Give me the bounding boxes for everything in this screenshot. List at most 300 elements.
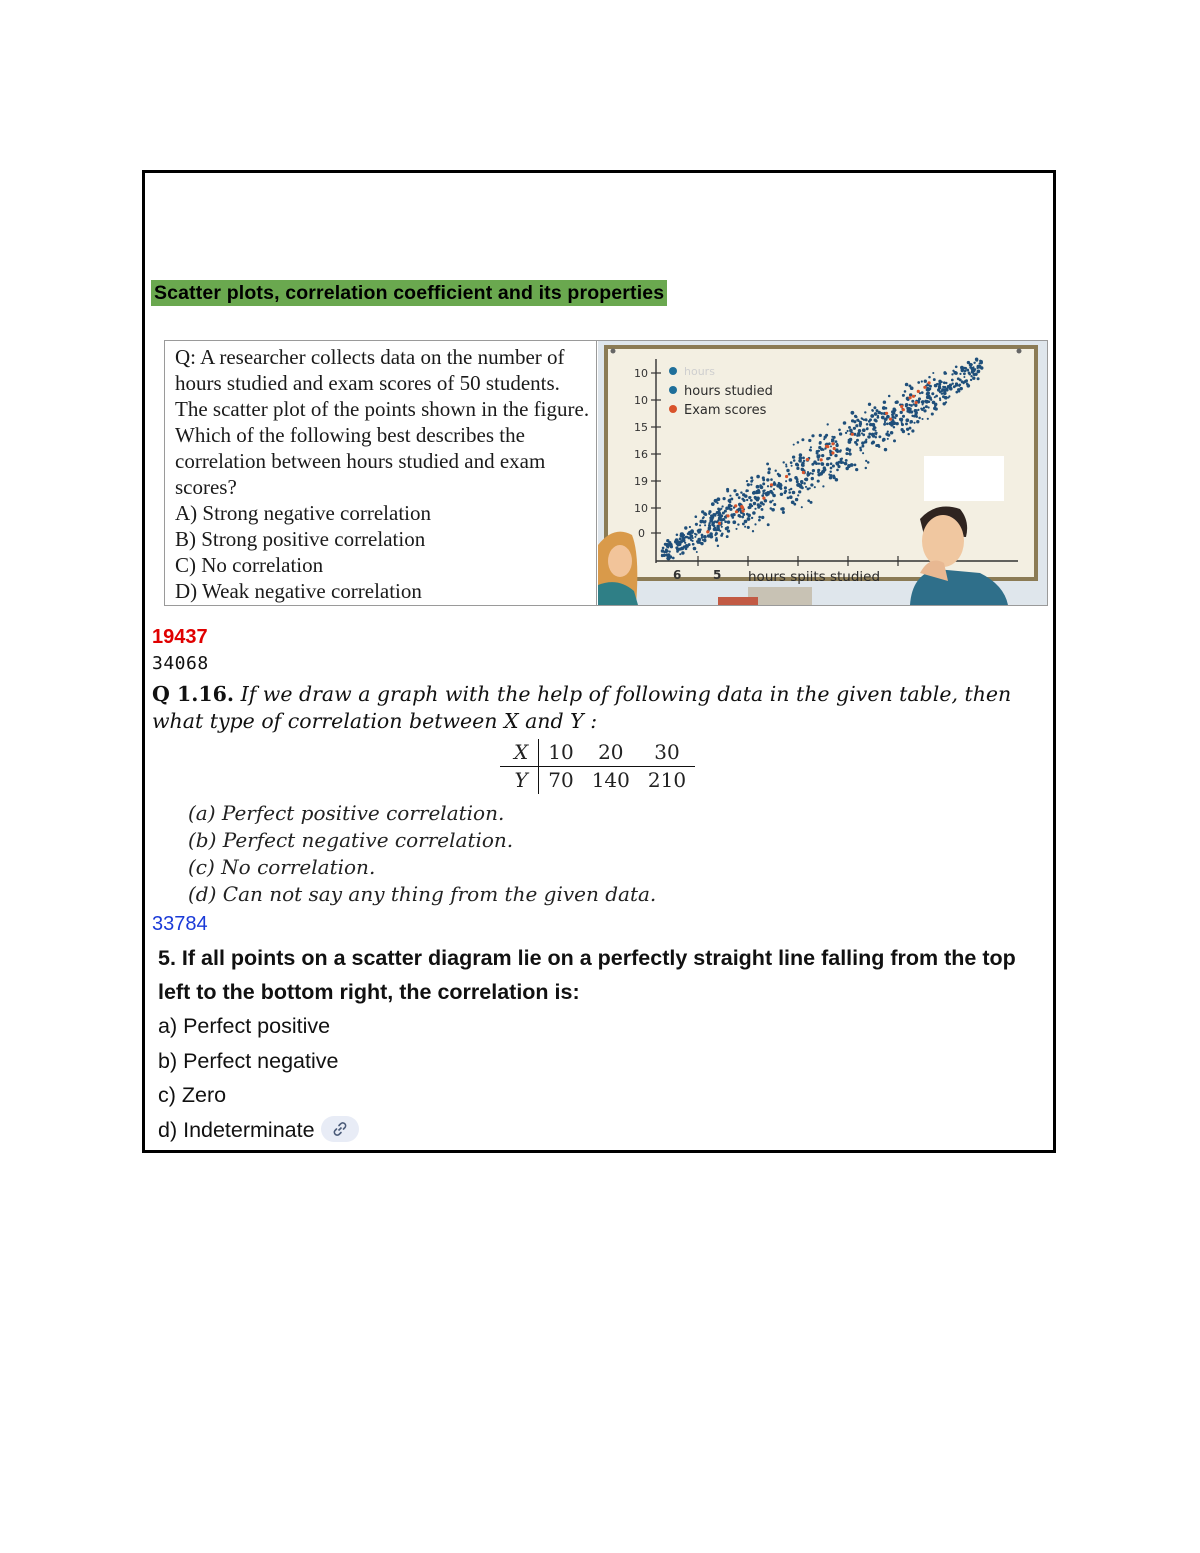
scatter-dot — [810, 449, 812, 451]
scatter-dot — [853, 420, 856, 423]
scatter-dot — [963, 372, 966, 375]
scatter-dot — [799, 453, 803, 457]
question-2-option-b: (b) Perfect negative correlation. — [188, 828, 514, 852]
scatter-dot — [817, 459, 819, 461]
scatter-dot — [701, 537, 703, 539]
scatter-dot — [941, 388, 945, 392]
scatter-dot — [861, 445, 864, 448]
scatter-dot — [664, 543, 667, 546]
scatter-dot — [675, 546, 678, 549]
scatter-dot — [930, 399, 932, 401]
scatter-dot — [803, 460, 805, 462]
scatter-dot — [747, 483, 750, 486]
scatter-dot — [815, 462, 818, 465]
scatter-dot — [717, 526, 719, 528]
scatter-dot — [682, 536, 685, 539]
scatter-dot — [961, 369, 964, 372]
scatter-dot — [905, 403, 909, 407]
scatter-dot — [750, 483, 752, 485]
scatter-dot — [969, 366, 972, 369]
scatter-dot — [715, 529, 717, 531]
scatter-dot — [964, 370, 967, 373]
scatter-dot — [728, 499, 731, 502]
scatter-dot — [753, 502, 756, 505]
scatter-dot — [791, 465, 793, 467]
scatter-dot-red — [928, 381, 931, 384]
scatter-dot — [752, 511, 756, 515]
scatter-dot-red — [740, 505, 743, 508]
scatter-dot — [711, 502, 715, 506]
scatter-dot — [926, 391, 930, 395]
question-2 — [152, 681, 1052, 735]
scatter-dot — [729, 495, 731, 497]
scatter-dot-red — [826, 445, 829, 448]
scatter-dot-red — [806, 458, 809, 461]
scatter-dot — [849, 453, 852, 456]
scatter-dot — [909, 404, 911, 406]
scatter-dot — [832, 464, 835, 467]
scatter-dot — [966, 383, 969, 386]
scatter-dot — [817, 480, 820, 483]
scatter-dot — [865, 439, 867, 441]
question-1-option-b: B) Strong positive correlation — [175, 527, 426, 551]
scatter-dot — [955, 391, 958, 394]
scatter-dot — [817, 450, 820, 453]
scatter-dot — [767, 523, 770, 526]
scatter-dot — [793, 444, 795, 446]
scatter-dot — [714, 534, 716, 536]
scatter-dot — [819, 441, 822, 444]
scatter-dot-red — [831, 442, 834, 445]
scatter-dot — [686, 536, 689, 539]
scatter-dot-red — [718, 522, 721, 525]
scatter-dot — [958, 390, 961, 393]
scatter-dot — [874, 418, 877, 421]
scatter-dot — [826, 463, 830, 467]
scatter-dot — [911, 415, 913, 417]
scatter-dot — [810, 483, 813, 486]
scatter-dot — [782, 511, 785, 514]
scatter-dot — [936, 383, 938, 385]
scatter-dot — [703, 535, 707, 539]
scatter-dot — [955, 365, 958, 368]
scatter-dot — [907, 409, 910, 412]
scatter-dot — [840, 449, 842, 451]
scatter-dot — [729, 504, 731, 506]
scatter-dot — [838, 428, 841, 431]
scatter-dot — [841, 457, 843, 459]
scatter-dot — [849, 448, 852, 451]
scatter-dot — [809, 501, 812, 504]
scatter-dot — [883, 423, 886, 426]
scatter-dot — [904, 390, 907, 393]
scatter-dot — [747, 506, 750, 509]
scatter-dot — [901, 421, 903, 423]
question-3-option-a: a) Perfect positive — [158, 1014, 331, 1038]
scatter-dot — [847, 430, 849, 432]
scatter-dot — [939, 397, 941, 399]
scatter-dot — [890, 431, 894, 435]
scatter-dot — [762, 492, 765, 495]
scatter-dot — [836, 443, 838, 445]
scatter-dot — [693, 547, 697, 551]
scatter-dot — [926, 388, 929, 391]
scatter-dot — [699, 520, 703, 524]
scatter-dot — [883, 400, 886, 403]
scatter-dot — [772, 494, 776, 498]
scatter-dot — [959, 373, 961, 375]
scatter-dot — [884, 448, 887, 451]
scatter-dot — [825, 434, 828, 437]
legend-faded: hours — [684, 365, 715, 378]
scatter-dot — [970, 379, 972, 381]
scatter-dot-red — [742, 509, 745, 512]
scatter-dot — [711, 515, 715, 519]
scatter-dot — [750, 476, 753, 479]
scatter-dot — [741, 498, 744, 501]
scatter-dot — [740, 491, 742, 493]
scatter-dot — [769, 500, 772, 503]
scatter-dot — [891, 415, 894, 418]
scatter-dot — [911, 400, 914, 403]
scatter-dot — [801, 438, 804, 441]
scatter-dot — [964, 381, 966, 383]
scatter-dot — [752, 530, 754, 532]
scatter-dot — [765, 493, 768, 496]
scatter-dot — [756, 475, 760, 479]
scatter-dot — [859, 422, 862, 425]
scatter-dot — [736, 493, 739, 496]
scatter-dot — [909, 422, 911, 424]
scatter-dot — [865, 418, 868, 421]
y-value: 210 — [647, 768, 687, 792]
scatter-dot — [801, 462, 804, 465]
scatter-dot — [941, 392, 944, 395]
scatter-dot — [866, 427, 869, 430]
scatter-dot — [914, 404, 917, 407]
scatter-dot — [848, 426, 851, 429]
scatter-dot — [826, 457, 829, 460]
scatter-dot — [746, 489, 749, 492]
scatter-dot-red — [902, 408, 905, 411]
scatter-dot — [803, 482, 806, 485]
scatter-dot — [924, 380, 927, 383]
scatter-dot — [735, 528, 737, 530]
scatter-dot-red — [820, 458, 823, 461]
link-button[interactable] — [321, 1116, 359, 1142]
scatter-dot — [678, 543, 681, 546]
scatter-dot — [747, 517, 751, 521]
scatter-dot — [748, 496, 751, 499]
scatter-dot — [800, 480, 803, 483]
scatter-dot — [867, 435, 870, 438]
question-2-number: Q 1.16. — [152, 682, 235, 706]
x-tick-2: 5 — [713, 568, 722, 582]
scatter-dot — [663, 554, 666, 557]
id-blue: 33784 — [152, 913, 208, 935]
scatter-dot — [812, 473, 814, 475]
scatter-dot — [792, 491, 796, 495]
whiteout-patch — [924, 456, 1004, 501]
scatter-dot — [821, 454, 824, 457]
scatter-dot — [689, 537, 692, 540]
scatter-dot — [830, 445, 832, 447]
scatter-dot — [856, 419, 859, 422]
scatter-dot-red — [785, 475, 788, 478]
scatter-dot — [818, 454, 821, 457]
question-1-text: Q: A researcher collects data on the number of hours studied and exam scores of 50 students. The scatter plot of the points shown in the figure. Which of the following best describes the correlation between hours studied and exam scores? — [175, 345, 590, 499]
scatter-dot — [921, 391, 924, 394]
scatter-dot — [751, 505, 753, 507]
scatter-dot — [759, 505, 761, 507]
scatter-dot — [888, 395, 891, 398]
scatter-dot — [874, 427, 876, 429]
scatter-dot — [845, 452, 848, 455]
scatter-dot — [977, 377, 980, 380]
scatter-dot — [932, 372, 934, 374]
scatter-dot — [830, 474, 833, 477]
scatter-dot — [833, 436, 836, 439]
scatter-dot — [857, 432, 860, 435]
scatter-dot — [756, 485, 760, 489]
scatter-dot — [758, 516, 761, 519]
scatter-dot — [817, 471, 820, 474]
scatter-dot — [921, 380, 923, 382]
scatter-dot — [885, 433, 888, 436]
scatter-dot — [821, 471, 824, 474]
scatter-dot — [959, 387, 962, 390]
scatter-dot — [832, 476, 835, 479]
scatter-dot — [935, 395, 938, 398]
scatter-dot — [867, 461, 870, 464]
x-label: X — [500, 739, 539, 767]
scatter-dot — [924, 400, 927, 403]
scatter-dot-red — [923, 386, 926, 389]
scatter-dot — [811, 477, 814, 480]
scatter-dot — [845, 459, 848, 462]
scatter-dot — [798, 490, 801, 493]
question-1-option-c: C) No correlation — [175, 553, 324, 577]
scatter-dot — [768, 467, 771, 470]
scatter-dot — [773, 503, 776, 506]
scatter-dot — [820, 448, 823, 451]
scatter-dot — [951, 373, 953, 375]
scatter-dot — [895, 400, 898, 403]
scatter-dot — [972, 366, 974, 368]
scatter-dot — [731, 516, 734, 519]
scatter-dot — [923, 407, 925, 409]
scatter-dot — [717, 502, 719, 504]
scatter-dot — [754, 496, 757, 499]
scatter-dot — [921, 418, 923, 420]
scatter-dot — [770, 478, 773, 481]
woman-illustration — [598, 532, 638, 605]
x-value: 20 — [583, 739, 639, 767]
scatter-dot — [868, 432, 871, 435]
id-black: 34068 — [152, 653, 209, 674]
scatter-dot — [788, 473, 791, 476]
scatter-dot — [797, 494, 799, 496]
scatter-dot — [773, 488, 775, 490]
scatter-dot-red — [802, 471, 805, 474]
scatter-dot — [785, 465, 787, 467]
scatter-dot — [862, 452, 864, 454]
scatter-dot — [880, 412, 883, 415]
scatter-dot — [780, 508, 783, 511]
scatter-dot — [689, 526, 691, 528]
legend-exam-scores: Exam scores — [684, 403, 767, 418]
scatter-dot — [923, 409, 926, 412]
question-2-body: If we draw a graph with the help of following data in the given table, then what type of correlation between X and Y : — [152, 682, 1012, 733]
scatter-dot — [761, 508, 764, 511]
question-3 — [158, 941, 1038, 1147]
scatter-dot — [886, 423, 889, 426]
question-table — [164, 340, 1048, 606]
scatter-dot — [688, 532, 691, 535]
scatter-dot — [684, 542, 686, 544]
scatter-dot — [928, 376, 931, 379]
scatter-dot — [846, 447, 850, 451]
scatter-dot — [875, 430, 877, 432]
scatter-dot — [791, 500, 795, 504]
scatter-dot — [893, 439, 896, 442]
scatter-dot — [741, 516, 744, 519]
scatter-dot — [862, 428, 866, 432]
y-tick-5: 19 — [634, 475, 648, 488]
y-tick-6: 10 — [634, 502, 648, 515]
scatter-dot — [905, 383, 909, 387]
scatter-dot — [787, 497, 790, 500]
scatter-dot — [726, 535, 729, 538]
scatter-dot — [789, 495, 793, 499]
scatter-dot — [747, 514, 751, 518]
scatter-dot — [724, 516, 726, 518]
scatter-dot — [973, 362, 975, 364]
scatter-dot — [727, 520, 731, 524]
scatter-dot — [792, 455, 795, 458]
scatter-dot — [695, 515, 698, 518]
scatter-dot — [855, 424, 858, 427]
scatter-dot — [726, 488, 729, 491]
scatter-dot — [884, 417, 887, 420]
y-tick-2: 10 — [634, 394, 648, 407]
scatter-dot — [812, 469, 815, 472]
scatter-dot — [786, 469, 789, 472]
scatter-dot — [766, 462, 769, 465]
scatter-dot-red — [762, 497, 765, 500]
scatter-dot — [717, 519, 720, 522]
scatter-dot — [732, 520, 736, 524]
legend-dot-faded — [669, 367, 677, 375]
scatter-dot — [893, 410, 896, 413]
scatter-dot — [899, 418, 902, 421]
scatter-dot — [817, 473, 820, 476]
scatter-dot — [692, 543, 695, 546]
scatter-dot — [872, 410, 874, 412]
question-3-option-c: c) Zero — [158, 1083, 227, 1107]
scatter-dot — [917, 381, 920, 384]
scatter-dot — [968, 373, 971, 376]
scatter-dot — [887, 431, 889, 433]
question-3-option-d-row — [158, 1113, 1038, 1148]
scatter-dot — [709, 535, 713, 539]
scatter-dot-red — [735, 510, 738, 513]
scatter-dot — [679, 553, 681, 555]
scatter-dot — [927, 418, 929, 420]
scatter-dot — [835, 440, 838, 443]
scatter-dot — [862, 433, 865, 436]
scatter-dot — [835, 450, 837, 452]
scatter-dot — [875, 436, 877, 438]
scatter-dot-red — [833, 447, 836, 450]
scatter-dot — [843, 421, 847, 425]
scatter-dot — [856, 439, 859, 442]
scatter-dot — [866, 423, 869, 426]
scatter-dot — [871, 423, 875, 427]
scatter-dot — [704, 513, 707, 516]
scatter-dot — [802, 457, 805, 460]
scatter-dot — [796, 480, 799, 483]
scatter-dot — [958, 385, 960, 387]
scatter-dot — [902, 394, 905, 397]
scatter-dot — [733, 489, 736, 492]
scatter-dot — [785, 463, 787, 465]
scatter-dot — [742, 522, 745, 525]
scatter-dot — [744, 526, 746, 528]
scatter-dot — [974, 368, 977, 371]
scatter-dot — [911, 429, 914, 432]
scatter-dot — [672, 557, 675, 560]
scatter-dot — [914, 410, 917, 413]
scatter-dot — [865, 467, 867, 469]
scatter-dot — [747, 526, 750, 529]
scatter-dot — [852, 413, 854, 415]
scatter-dot — [721, 505, 723, 507]
scatter-dot — [822, 485, 824, 487]
scatter-dot — [836, 469, 839, 472]
scatter-dot — [951, 379, 954, 382]
scatter-dot — [754, 508, 756, 510]
scatter-dot — [808, 439, 811, 442]
scatter-dot — [805, 486, 807, 488]
scatter-dot — [848, 439, 851, 442]
x-axis-label: hours spiits studied — [748, 569, 881, 585]
scatter-dot-red — [912, 395, 915, 398]
scatter-dot-red — [734, 504, 737, 507]
scatter-dot — [849, 429, 853, 433]
question-3-option-d: d) Indeterminate — [158, 1117, 315, 1142]
scatter-dot — [762, 482, 765, 485]
scatter-dot — [938, 380, 941, 383]
scatter-dot — [823, 466, 826, 469]
scatter-dot — [701, 534, 704, 537]
scatter-dot — [692, 537, 694, 539]
scatter-dot — [788, 491, 791, 494]
scatter-dot — [928, 400, 931, 403]
scatter-dot — [669, 551, 671, 553]
scatter-dot — [811, 434, 814, 437]
scatter-dot — [810, 446, 812, 448]
scatter-dot — [680, 540, 683, 543]
scatter-dot — [948, 395, 950, 397]
scatter-dot — [934, 406, 936, 408]
scatter-dot — [864, 411, 866, 413]
scatter-dot — [790, 461, 793, 464]
scatter-figure — [598, 341, 1047, 605]
scatter-dot — [784, 490, 787, 493]
scatter-dot — [892, 420, 895, 423]
scatter-dot — [830, 467, 833, 470]
